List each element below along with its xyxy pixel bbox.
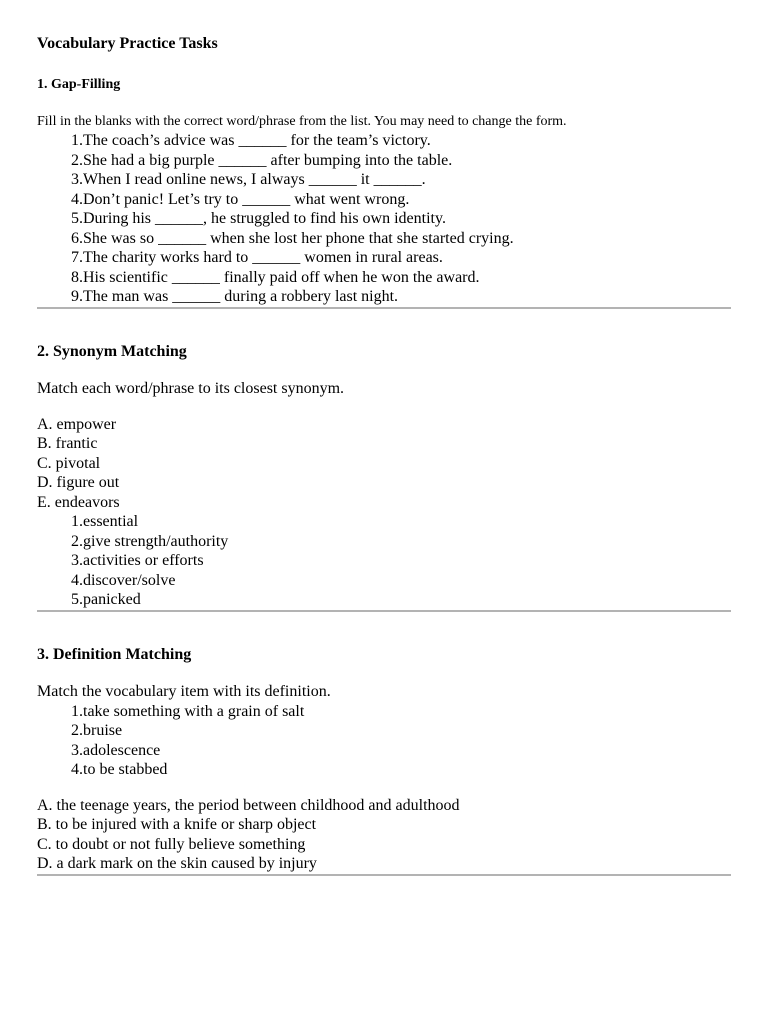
list-item [37,721,731,741]
list-item [37,571,731,591]
item-text: When I read online news, I always ______ it ______. [83,171,426,188]
item-text: She had a big purple ______ after bumping into the table. [83,151,453,169]
item-text: The man was ______ during a robbery last night. [83,288,399,305]
item-number: 1. [71,132,83,149]
item-number: 8. [71,268,83,286]
list-item [37,287,731,307]
list-item: C. to doubt or not fully believe something [37,835,306,853]
item-number: 3. [71,171,83,188]
item-text: to be stabbed [83,761,168,778]
item-text: His scientific ______ finally paid off when he won the award. [83,268,480,286]
list-item [37,760,731,780]
list-item [37,551,731,571]
item-number: 1. [71,702,83,720]
gap-filling-heading: 1. Gap-Filling [37,77,121,92]
item-text: adolescence [83,741,161,759]
item-text: The coach’s advice was ______ for the team’s victory. [83,132,431,149]
list-item: B. frantic [37,435,98,452]
list-item [37,512,731,532]
item-number: 3. [71,741,83,759]
item-text: give strength/authority [83,532,229,550]
list-item [37,702,731,722]
synonym-matching-heading: 2. Synonym Matching [37,342,187,360]
list-item [37,229,731,249]
list-item: D. figure out [37,474,120,491]
list-item [37,131,731,151]
synonym-word-list [37,415,731,513]
list-item: D. a dark mark on the skin caused by injury [37,855,317,872]
section-divider [37,610,731,612]
item-text: During his ______, he struggled to find his own identity. [83,210,446,227]
item-number: 3. [71,552,83,569]
item-text: activities or efforts [83,552,204,569]
list-item [37,590,731,610]
item-number: 7. [71,249,83,266]
item-text: essential [83,513,139,530]
item-number: 6. [71,229,83,247]
gap-filling-section [37,76,731,307]
list-item: A. empower [37,415,117,433]
list-item [37,190,731,210]
item-number: 5. [71,210,83,227]
synonym-list [37,512,731,610]
list-item: C. pivotal [37,454,101,472]
item-text: Don’t panic! Let’s try to ______ what went wrong. [83,190,410,208]
item-text: take something with a grain of salt [83,702,305,720]
item-number: 4. [71,190,83,208]
section-divider [37,307,731,309]
list-item [37,151,731,171]
gap-filling-instruction: Fill in the blanks with the correct word/phrase from the list. You may need to change the form. [37,114,567,129]
list-item: E. endeavors [37,493,120,511]
synonym-matching-instruction: Match each word/phrase to its closest synonym. [37,379,345,397]
synonym-matching-section [37,342,731,610]
list-item: A. the teenage years, the period between childhood and adulthood [37,796,460,814]
definition-matching-instruction: Match the vocabulary item with its definition. [37,682,331,700]
list-item [37,532,731,552]
item-number: 2. [71,532,83,550]
item-text: She was so ______ when she lost her phone that she started crying. [83,229,514,247]
item-number: 5. [71,591,83,608]
item-text: panicked [83,591,141,608]
item-number: 9. [71,288,83,305]
definition-list [37,796,731,874]
item-text: discover/solve [83,571,176,589]
item-text: The charity works hard to ______ women in rural areas. [83,249,443,266]
list-item: B. to be injured with a knife or sharp object [37,816,317,833]
item-number: 2. [71,722,83,739]
list-item [37,248,731,268]
definition-matching-section [37,645,731,874]
list-item [37,741,731,761]
item-text: bruise [83,722,123,739]
vocabulary-item-list [37,702,731,780]
item-number: 2. [71,151,83,169]
list-item [37,209,731,229]
document-title: Vocabulary Practice Tasks [37,35,218,52]
list-item [37,268,731,288]
section-divider [37,874,731,876]
definition-matching-heading: 3. Definition Matching [37,645,192,663]
item-number: 1. [71,513,83,530]
gap-filling-list [37,131,731,307]
item-number: 4. [71,761,83,778]
list-item [37,170,731,190]
item-number: 4. [71,571,83,589]
